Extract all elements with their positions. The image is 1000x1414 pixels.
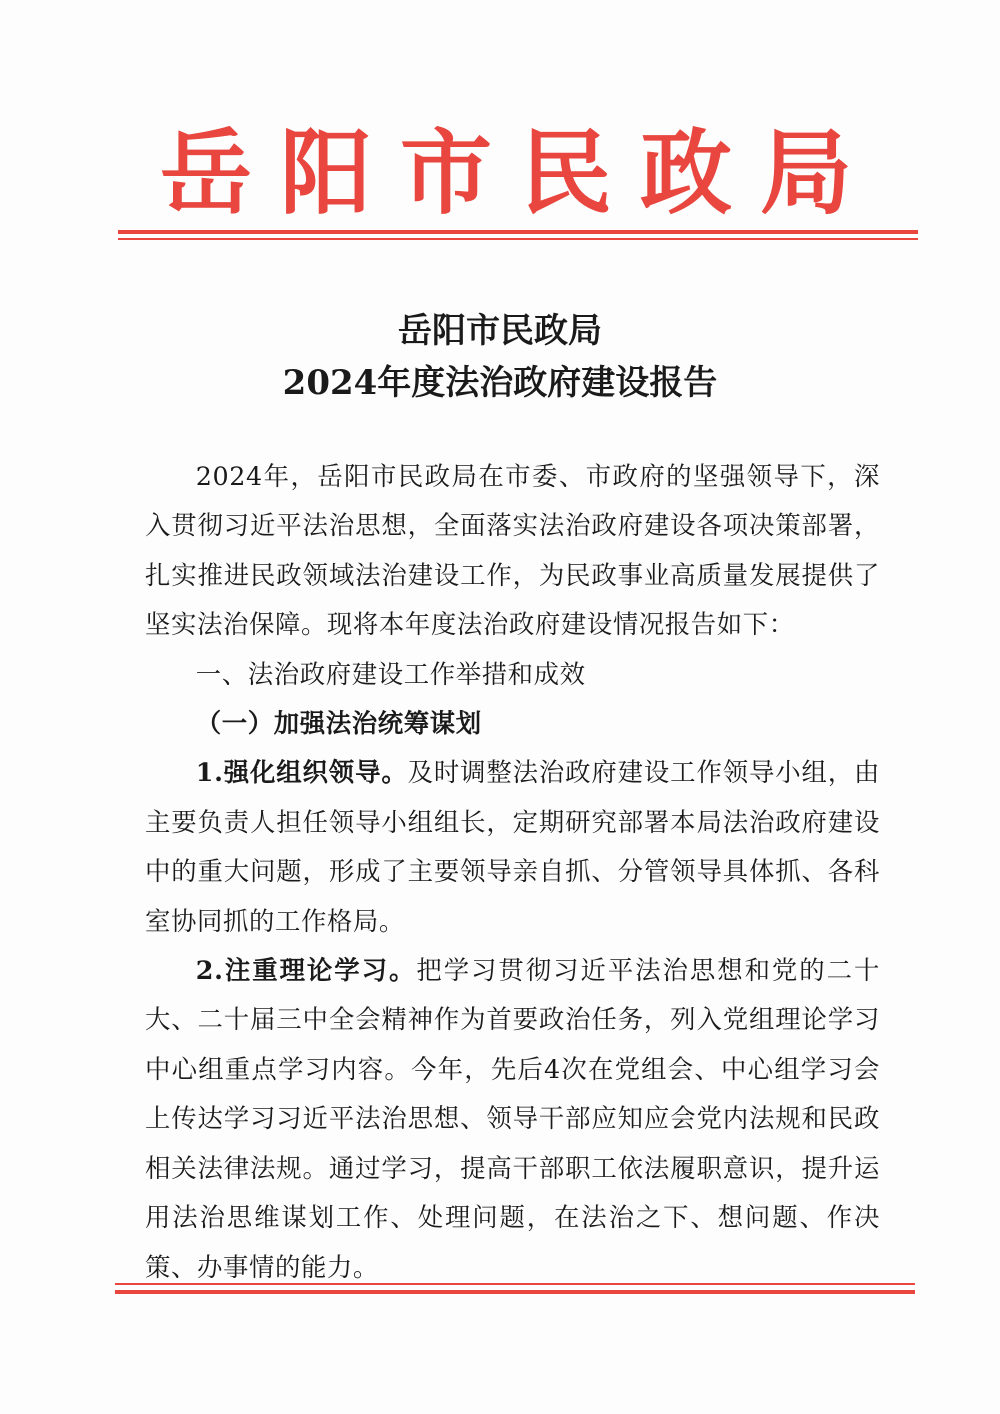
item-lead-1: 1.强化组织领导。: [195, 757, 408, 788]
item-paragraph-1: [145, 748, 880, 946]
item-text-2: 把学习贯彻习近平法治思想和党的二十大、二十届三中全会精神作为首要政治任务，列入党组理论学习中心组重点学习内容。今年，先后4次在党组会、中心组学习会上传达学习习近平法治思想、领导干部应知应会党内法规和民政相关法律法规。通过学习，提高干部职工依法履职意识，提升运用法治思维谋划工作、处理问题，在法治之下、想问题、作决策、办事情的能力。: [145, 955, 880, 1282]
document-title-line2: 2024年度法治政府建设报告: [282, 363, 718, 403]
subsection-heading: （一）加强法治统筹谋划: [195, 708, 482, 739]
letterhead-org-name: 岳阳市民政局: [159, 119, 880, 227]
letterhead-rule-thick: [118, 230, 918, 234]
intro-paragraph: 2024年，岳阳市民政局在市委、市政府的坚强领导下，深入贯彻习近平法治思想，全面落实法治政府建设各项决策部署，扎实推进民政领域法治建设工作，为民政事业高质量发展提供了坚实法治保障。现将本年度法治政府建设情况报告如下：: [145, 461, 880, 640]
item-text-1: 及时调整法治政府建设工作领导小组，由主要负责人担任领导小组组长，定期研究部署本局法治政府建设中的重大问题，形成了主要领导亲自抓、分管领导具体抓、各科室协同抓的工作格局。: [145, 757, 880, 936]
footer-rule-thin: [115, 1283, 915, 1285]
item-paragraph-2: [145, 946, 880, 1292]
letterhead-rule-thin: [118, 238, 918, 240]
item-lead-2: 2.注重理论学习。: [195, 955, 417, 986]
footer-rule-thick: [115, 1290, 915, 1294]
section-heading: 一、法治政府建设工作举措和成效: [195, 658, 586, 689]
document-body: [145, 452, 880, 1292]
document-title-line1: 岳阳市民政局: [398, 311, 602, 351]
